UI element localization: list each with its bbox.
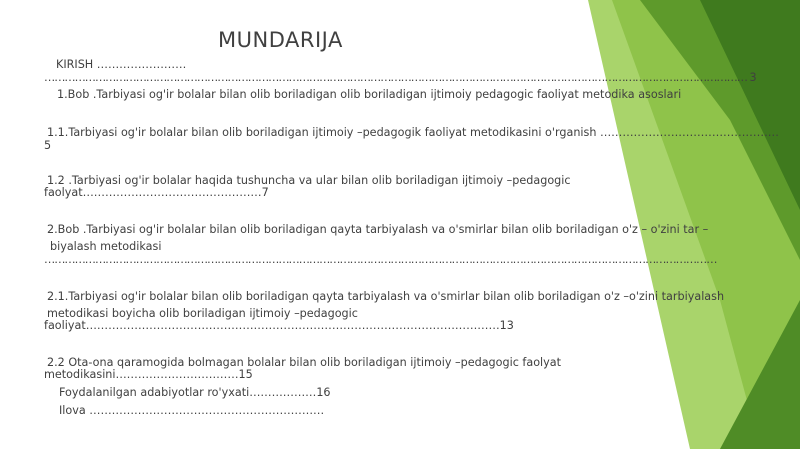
toc-line-section-1-2: 1.2 .Tarbiyasi og'ir bolalar haqida tushuncha va ular bilan olib boriladigan ijtimoiy –pedagogic xyxy=(47,174,571,187)
toc-line-kirish: KIRISH …………………… xyxy=(56,58,187,71)
toc-line-section-2-1: 2.1.Tarbiyasi og'ir bolalar bilan olib boriladigan qayta tarbiyalash va o'smirlar bilan olib boriladigan o'z –o'zini tarbiyalash xyxy=(47,290,725,303)
toc-line-section-2-2-cont: metodikasini……………………………15 xyxy=(44,368,253,381)
toc-line-references: Foydalanilgan adabiyotlar ro'yxati………………16 xyxy=(59,386,331,399)
toc-line-appendix: Ilova ……………………………………………………… xyxy=(59,404,325,417)
toc-line-chapter-2-cont: biyalash metodikasi xyxy=(50,240,162,253)
toc-line-page-5: 5 xyxy=(44,139,52,152)
toc-line-dots-long: ……………………………………………………………………………………………………………………………………………………………………………… xyxy=(44,253,717,266)
toc-line-section-1-2-cont: faolyat…………………………………………7 xyxy=(44,186,269,199)
toc-line-chapter-2: 2.Bob .Tarbiyasi og'ir bolalar bilan olib boriladigan qayta tarbiyalash va o'smirlar bilan olib boriladigan o'z – o'zini tar – xyxy=(47,223,709,236)
toc-line-chapter-1: 1.Bob .Tarbiyasi og'ir bolalar bilan olib boriladigan olib boriladigan ijtimoiy pedagogic faoliyat metodika asoslari xyxy=(57,88,682,101)
toc-line-section-2-2: 2.2 Ota-ona qaramogida bolmagan bolalar bilan olib boriladigan ijtimoiy –pedagogic faolyat xyxy=(47,356,562,369)
toc-line-section-2-1-cont: metodikasi boyicha olib boriladigan ijtimoiy –pedagogic xyxy=(47,307,358,320)
toc-line-section-1-1: 1.1.Tarbiyasi og'ir bolalar bilan olib boriladigan ijtimoiy –pedagogik faoliyat metodikasini o'rganish ………………………………………… xyxy=(47,126,779,139)
toc-line-section-2-1-page: faoliyat…………………………………………………………………………………………………13 xyxy=(44,319,514,332)
toc-line-dots-3: ……………………………………………………………………………………………………………………………………………………………………………………… 3 xyxy=(44,71,756,84)
page-title: MUNDARIJA xyxy=(218,28,343,52)
